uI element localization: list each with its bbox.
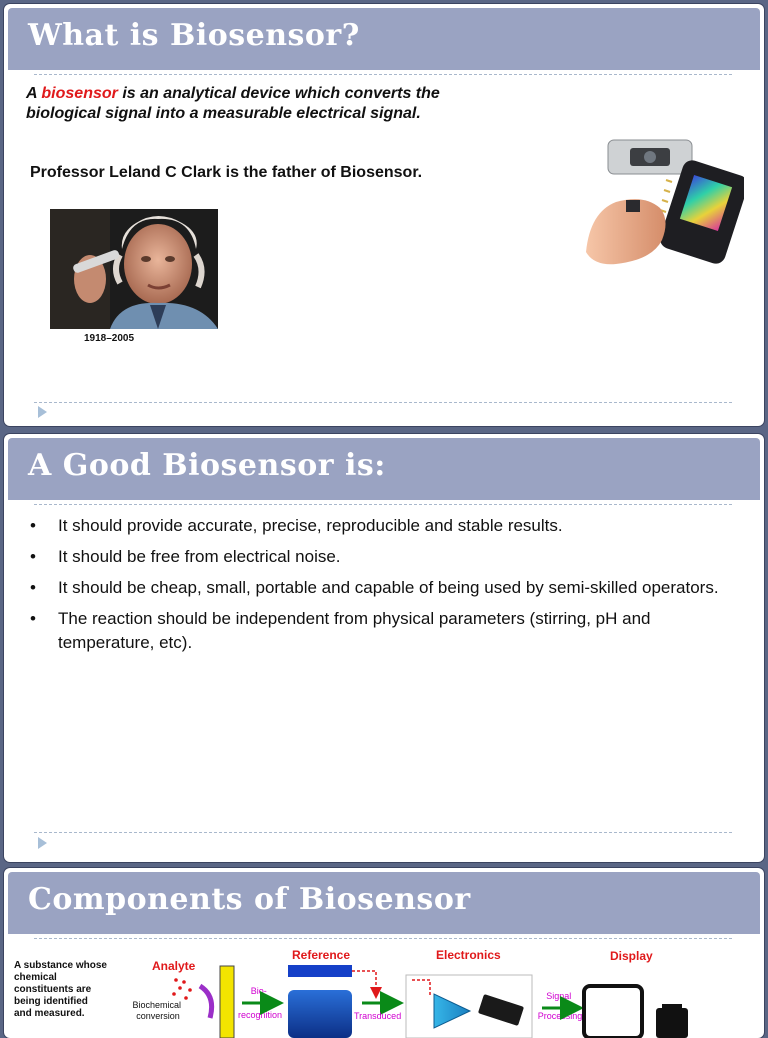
slide-title: Components of Biosensor — [28, 882, 471, 917]
electronics-label: Electronics — [436, 948, 501, 962]
definition-highlight: biosensor — [41, 85, 118, 102]
biosensor-chip-photo — [586, 122, 744, 282]
display-label: Display — [610, 949, 653, 963]
reference-label: Reference — [292, 948, 351, 962]
definition-prefix: A — [26, 85, 42, 102]
biochemical-label: Biochemical — [132, 1000, 182, 1010]
bullet: • — [30, 516, 36, 535]
signal-processing-label: Signal — [546, 991, 572, 1001]
divider — [34, 832, 732, 833]
transduced-label: Transduced — [354, 1011, 402, 1021]
play-triangle-icon — [38, 406, 47, 418]
biorecognition-label: Bio- — [250, 986, 267, 996]
svg-text:A substance whose chemic — [14, 960, 110, 1019]
divider — [34, 504, 732, 505]
conversion-arrow — [200, 986, 212, 1018]
bio-recognition-element — [220, 966, 234, 1038]
list-item: • It should be free from electrical noise. — [24, 545, 744, 569]
father-of-biosensor-text: Professor Leland C Clark is the father of Biosensor. — [30, 164, 423, 181]
list-item: • It should provide accurate, precise, reproducible and stable results. — [24, 514, 744, 538]
portrait-caption: 1918–2005 — [84, 333, 135, 344]
signal-processing-label: Processing — [537, 1011, 583, 1021]
bullet: • — [30, 547, 36, 566]
substance-line: being identified — [14, 996, 88, 1007]
reference-electrode — [288, 965, 352, 977]
bullet: • — [30, 578, 36, 597]
divider — [34, 402, 732, 403]
substance-line: and measured. — [14, 1008, 85, 1019]
slide-header — [8, 8, 760, 70]
printer-icon — [656, 1008, 688, 1038]
definition-rest: is an analytical device which converts the biological signal into a measurable electrical signal. — [26, 85, 440, 122]
slide-components-of-biosensor — [4, 868, 764, 1038]
analyte-dots — [172, 978, 192, 1000]
slide-title: What is Biosensor? — [28, 18, 360, 53]
slide-header — [8, 438, 760, 500]
biosensor-components-diagram — [4, 868, 764, 1038]
substance-line: chemical — [14, 972, 57, 983]
substance-line: constituents are — [14, 984, 92, 995]
play-triangle-icon — [38, 837, 47, 849]
svg-text:Biochemical conversion — [132, 1000, 183, 1021]
display-monitor-icon — [584, 986, 642, 1038]
bullet: • — [30, 609, 36, 628]
slide-title: A Good Biosensor is: — [28, 448, 386, 483]
analyte-label: Analyte — [152, 959, 196, 973]
slide-what-is-biosensor — [4, 4, 764, 426]
biochemical-label: conversion — [136, 1011, 180, 1021]
biosensor-definition — [26, 84, 466, 124]
divider — [34, 74, 732, 75]
list-item: • It should be cheap, small, portable and capable of being used by semi-skilled operators. — [24, 576, 744, 600]
substance-line: A substance whose — [14, 960, 107, 971]
transducer-block — [288, 990, 352, 1038]
requirements-list — [24, 514, 744, 662]
list-item: • The reaction should be independent from physical parameters (stirring, pH and temperature, etc). — [30, 609, 651, 652]
slide-good-biosensor — [4, 434, 764, 862]
biorecognition-label: recognition — [237, 1010, 283, 1020]
portrait-photo — [50, 209, 218, 329]
svg-text:Signal Processing — [538, 991, 583, 1021]
